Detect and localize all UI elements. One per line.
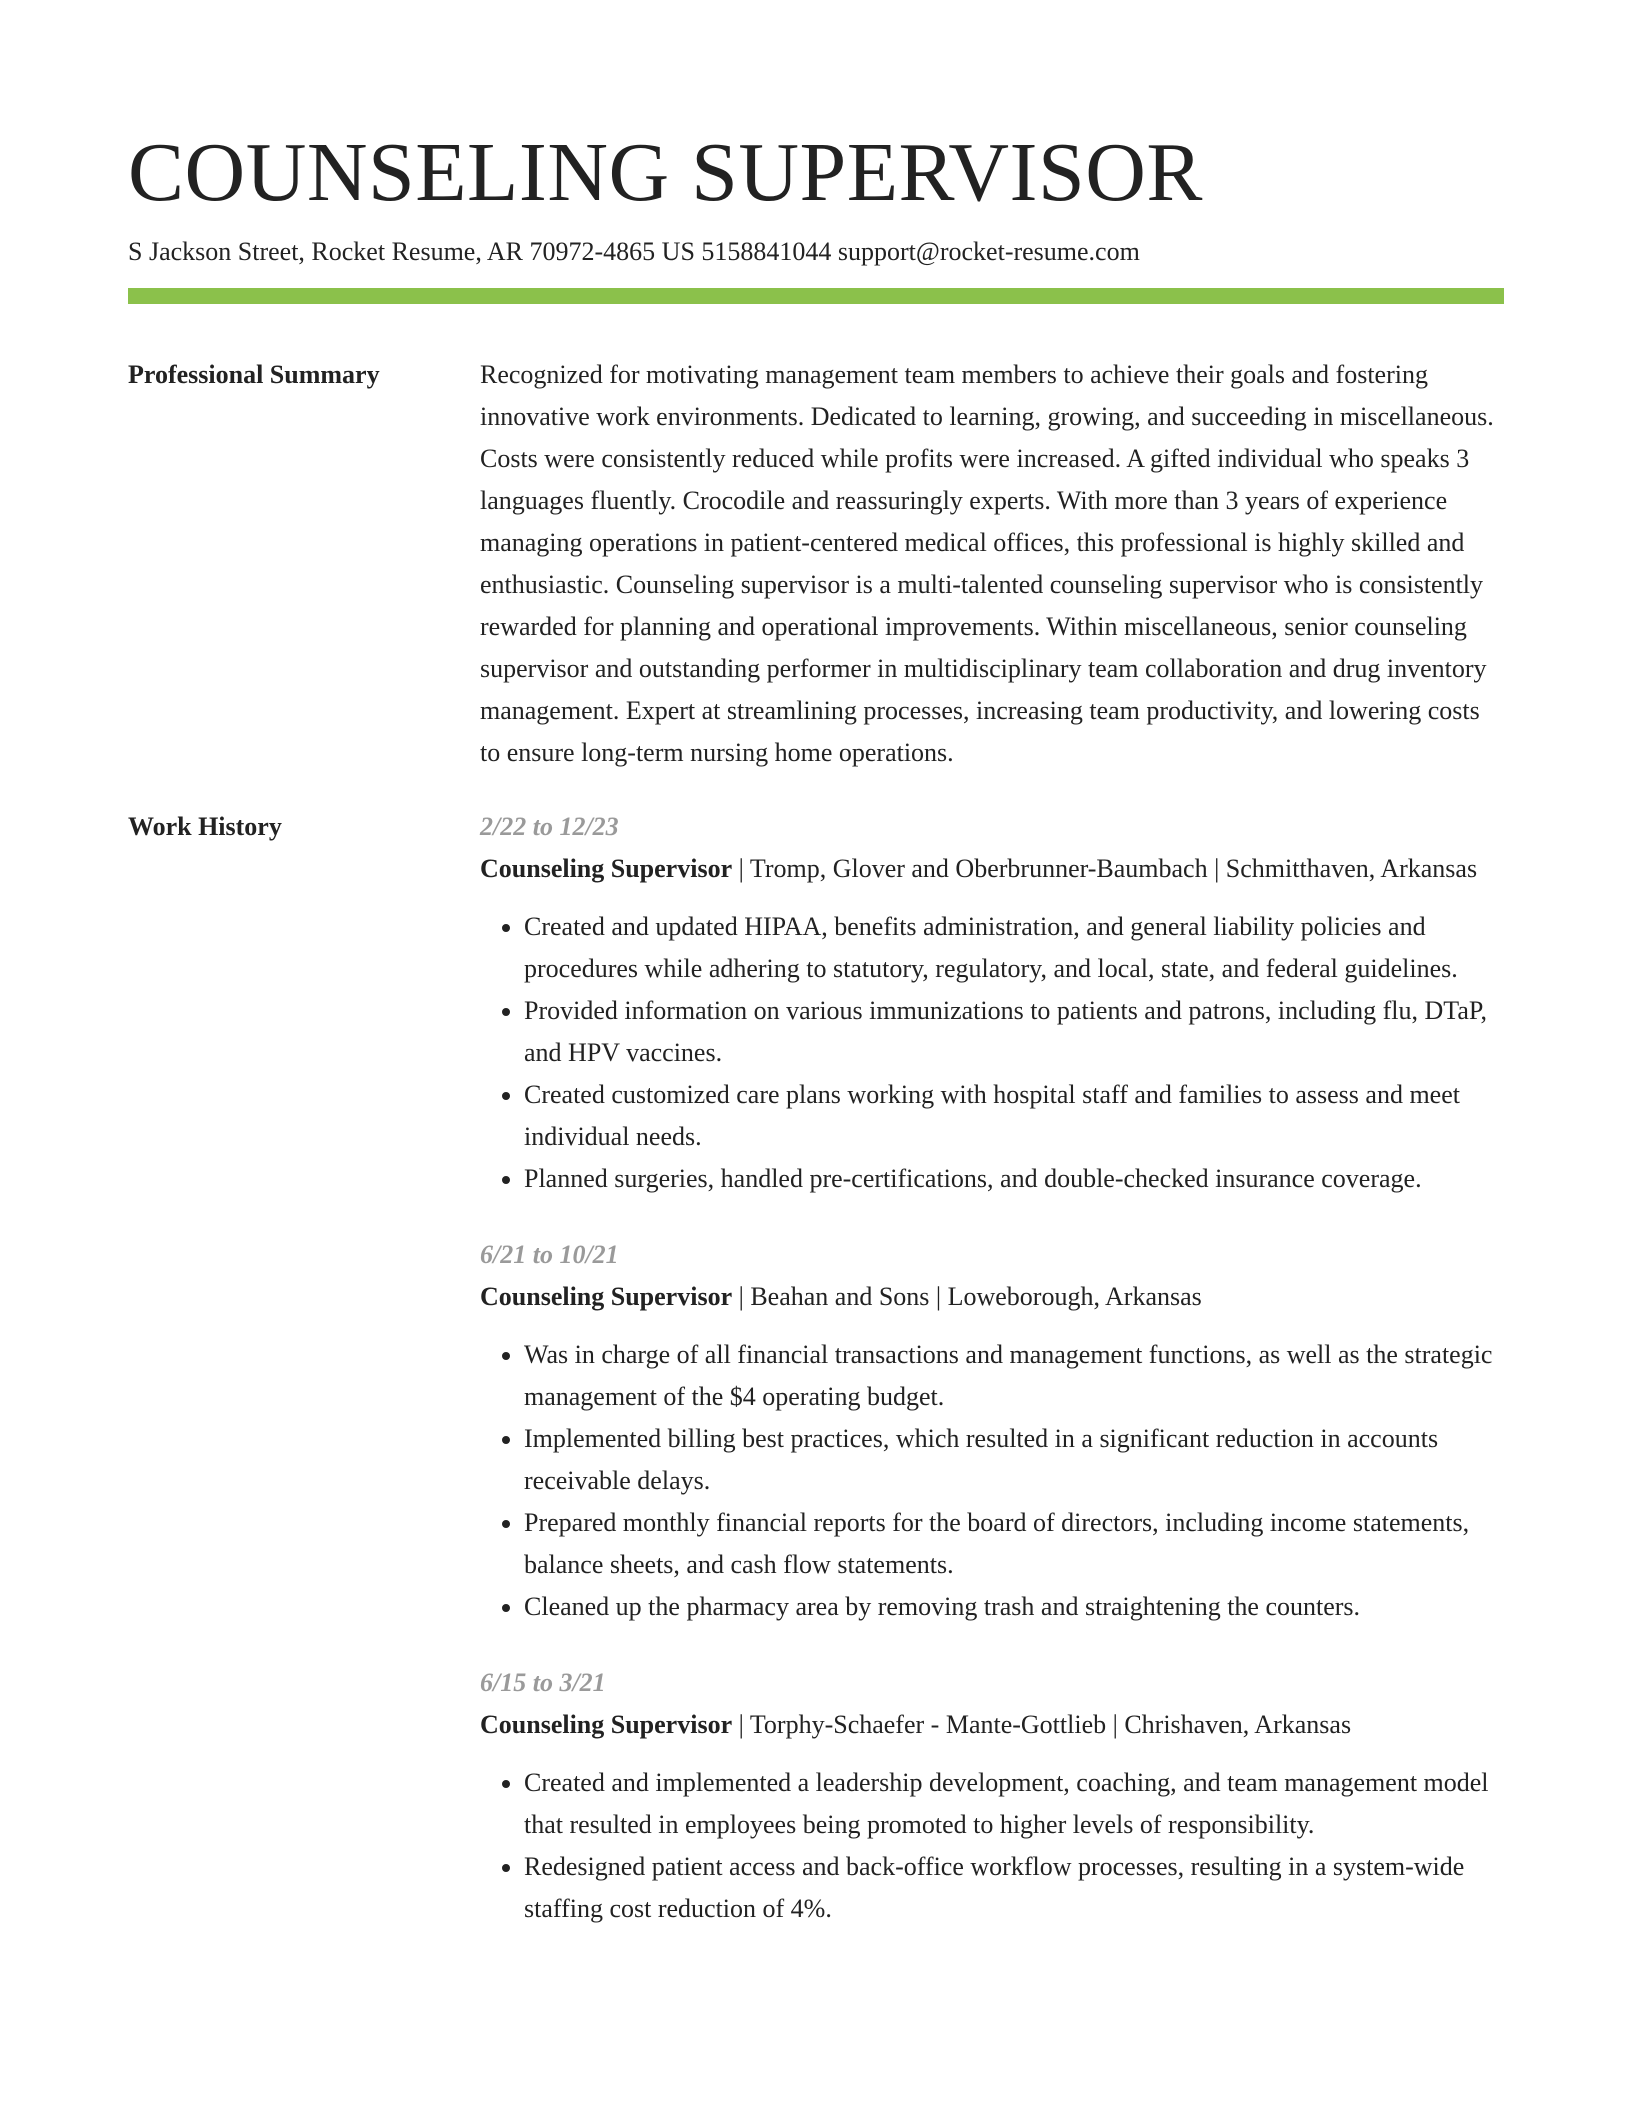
resume-page bbox=[128, 118, 1504, 1964]
job-bullet: • Planned surgeries, handled pre-certifications, and double-checked insurance coverage. bbox=[524, 1158, 1504, 1200]
job-title: Counseling Supervisor bbox=[480, 1282, 733, 1311]
summary-text: Recognized for motivating management team members to achieve their goals and fostering innovative work environments. Dedicated to learning, growing, and succeeding in miscellaneous. Costs were consistently reduced while profits were increased. A gifted individual who speaks 3 languages fluently. Crocodile and reassuringly experts. With more than 3 years of experience managing operations in patient-centered medical offices, this professional is highly skilled and enthusiastic. Counseling supervisor is a multi-talented counseling supervisor who is consistently rewarded for planning and operational improvements. Within miscellaneous, senior counseling supervisor and outstanding performer in multidisciplinary team collaboration and drug inventory management. Expert at streamlining processes, increasing team productivity, and lowering costs to ensure long-term nursing home operations. bbox=[480, 360, 1494, 767]
job-entry bbox=[480, 1234, 1504, 1628]
job-bullet: • Was in charge of all financial transactions and management functions, as well as the strategic management of the $4 operating budget. bbox=[524, 1334, 1504, 1418]
job-bullet: • Redesigned patient access and back-office workflow processes, resulting in a system-wide staffing cost reduction of 4%. bbox=[524, 1846, 1504, 1930]
job-title: Counseling Supervisor bbox=[480, 1710, 733, 1739]
job-entry bbox=[480, 806, 1504, 1200]
job-employer-location: | Tromp, Glover and Oberbrunner-Baumbach | Schmitthaven, Arkansas bbox=[732, 854, 1478, 883]
job-bullet: • Implemented billing best practices, which resulted in a significant reduction in accounts receivable delays. bbox=[524, 1418, 1504, 1502]
job-bullet: • Created and implemented a leadership development, coaching, and team management model that resulted in employees being promoted to higher levels of responsibility. bbox=[524, 1762, 1504, 1846]
job-bullets bbox=[480, 1762, 1504, 1930]
job-heading bbox=[480, 1704, 1504, 1746]
work-history-body bbox=[480, 806, 1504, 1964]
job-dates: 2/22 to 12/23 bbox=[480, 812, 619, 841]
job-heading bbox=[480, 1276, 1504, 1318]
contact-line: S Jackson Street, Rocket Resume, AR 70972-4865 US 5158841044 support@rocket-resume.com bbox=[128, 237, 1140, 266]
work-history-section bbox=[128, 806, 1504, 1964]
job-employer-location: | Beahan and Sons | Loweborough, Arkansas bbox=[732, 1282, 1202, 1311]
job-bullet: • Prepared monthly financial reports for the board of directors, including income statements, balance sheets, and cash flow statements. bbox=[524, 1502, 1504, 1586]
header-divider bbox=[128, 288, 1504, 304]
job-title: Counseling Supervisor bbox=[480, 854, 733, 883]
job-dates: 6/15 to 3/21 bbox=[480, 1668, 606, 1697]
job-bullet: • Cleaned up the pharmacy area by removing trash and straightening the counters. bbox=[524, 1586, 1504, 1628]
job-bullet: • Created and updated HIPAA, benefits administration, and general liability policies and procedures while adhering to statutory, regulatory, and local, state, and federal guidelines. bbox=[524, 906, 1504, 990]
job-entry bbox=[480, 1662, 1504, 1930]
job-bullet: • Created customized care plans working with hospital staff and families to assess and meet individual needs. bbox=[524, 1074, 1504, 1158]
section-heading-work: Work History bbox=[128, 812, 282, 841]
summary-body bbox=[480, 354, 1504, 774]
job-bullet: • Provided information on various immunizations to patients and patrons, including flu, DTaP, and HPV vaccines. bbox=[524, 990, 1504, 1074]
job-heading bbox=[480, 848, 1504, 890]
section-heading-summary: Professional Summary bbox=[128, 360, 380, 389]
professional-summary-section bbox=[128, 354, 1504, 774]
resume-title: COUNSELING SUPERVISOR bbox=[128, 126, 1203, 219]
job-bullets bbox=[480, 906, 1504, 1200]
job-bullets bbox=[480, 1334, 1504, 1628]
job-employer-location: | Torphy-Schaefer - Mante-Gottlieb | Chrishaven, Arkansas bbox=[732, 1710, 1352, 1739]
job-dates: 6/21 to 10/21 bbox=[480, 1240, 619, 1269]
